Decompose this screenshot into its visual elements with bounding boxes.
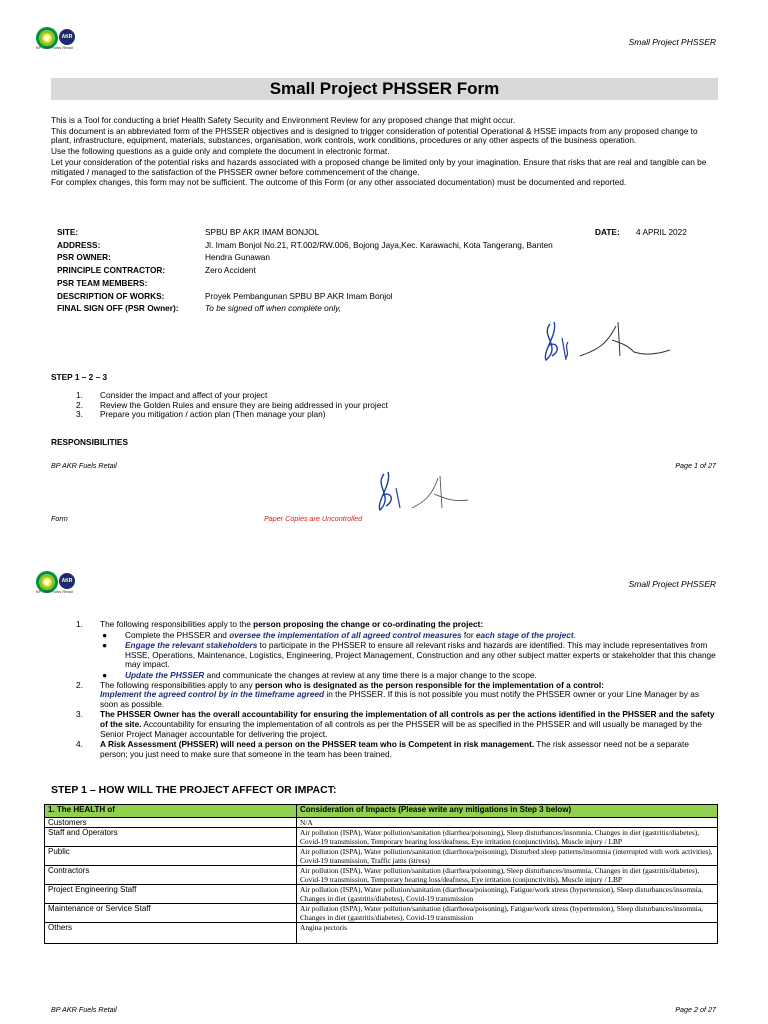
health-impact-table	[44, 804, 718, 944]
table-cell-who: Project Engineering Staff	[45, 885, 297, 904]
list-number: 2.	[76, 679, 83, 690]
table-cell-who: Public	[45, 847, 297, 866]
table-cell-impact: Air pollution (ISPA), Water pollution/sanitation (diarrhoea/poisoning), Fatigue/work stress (hypertension), Sleep disturbances/insomnia, Changes in diet (gastritis/diabetes), Covid-19 transmission	[297, 904, 718, 923]
table-header-row	[45, 805, 718, 818]
list-text-bold: person proposing the change or co-ordinating the project:	[253, 619, 484, 629]
step1-heading: STEP 1 – HOW WILL THE PROJECT AFFECT OR IMPACT:	[51, 784, 337, 796]
psr-owner-label: PSR OWNER:	[57, 252, 111, 263]
footer-left: BP AKR Fuels Retail	[51, 461, 117, 470]
site-label: SITE:	[57, 227, 79, 237]
table-header-cell: Consideration of Impacts (Please write any mitigations in Step 3 below)	[297, 805, 718, 818]
akr-logo-icon: AKR	[59, 573, 75, 589]
list-text: Prepare you mitigation / action plan (Then manage your plan)	[100, 409, 326, 420]
table-cell-impact: Angina pectoris	[297, 923, 718, 944]
bullet-icon: ●	[102, 640, 108, 651]
footer-signature-image	[372, 468, 472, 524]
footer-form: Form	[51, 514, 68, 523]
bp-akr-logo	[36, 571, 80, 593]
page-number: Page 1 of 27	[675, 461, 716, 470]
list-item	[76, 681, 718, 710]
date-label: DATE:	[595, 227, 620, 237]
bullet-icon: ●	[102, 629, 108, 640]
table-row	[45, 818, 718, 828]
list-item	[76, 740, 718, 759]
table-cell-impact: Air pollution (ISPA), Water pollution/sanitation (diarrhoea/poisoning), Fatigue/work stress (hypertension), Sleep disturbances/insomnia, Changes in diet (gastritis/diabetes), Covid-19 transmission	[297, 885, 718, 904]
responsibilities-list	[76, 620, 718, 759]
list-text: Review the Golden Rules and ensure they are being addressed in your project	[100, 399, 388, 410]
footer-uncontrolled: Paper Copies are Uncontrolled	[264, 514, 363, 523]
table-row	[45, 847, 718, 866]
works-value: Proyek Pembangunan SPBU BP AKR Imam Bonjol	[205, 290, 393, 301]
intro-paragraph: Let your consideration of the potential risks and hazards associated with a proposed change be limited only by your imagination. Ensure that risks that are real and tangible can be mitigated / managed to the satisfaction of the PHSSER owner before commencement of the change.	[51, 156, 707, 177]
table-cell-who: Others	[45, 923, 297, 944]
list-text: The following responsibilities apply to the	[100, 619, 254, 629]
table-header-cell: 1. The HEALTH of	[45, 805, 297, 818]
list-text-bold: person who is designated as the person responsible for the implementation of a control:	[254, 679, 604, 690]
signature-image	[536, 316, 676, 372]
page-header: Small Project PHSSER	[628, 37, 716, 47]
list-text: Consider the impact and affect of your project	[100, 390, 268, 400]
list-text: The following responsibilities apply to any	[100, 679, 255, 690]
table-row	[45, 828, 718, 847]
address-value: Jl. Imam Bonjol No.21, RT.002/RW.006, Bojong Jaya,Kec. Karawachi, Kota Tangerang, Banten	[205, 239, 553, 250]
list-item	[76, 641, 718, 670]
bp-akr-logo	[36, 27, 80, 49]
address-label: ADDRESS:	[57, 239, 101, 250]
step-heading: STEP 1 – 2 – 3	[51, 372, 108, 382]
list-number: 3.	[76, 709, 83, 720]
list-text: Accountability for ensuring the implementation of all controls as per the PHSSER will be as specified in the PHSSER and will usually be managed by the Senior Project Manager accountable for delivering the project.	[100, 718, 702, 739]
akr-logo-icon: AKR	[59, 29, 75, 45]
contractor-value: Zero Accident	[205, 265, 256, 276]
responsibilities-heading: RESPONSIBILITIES	[51, 437, 128, 447]
team-members-label: PSR TEAM MEMBERS:	[57, 277, 148, 288]
list-number: 3.	[76, 409, 83, 420]
list-text-emphasis: Update the PHSSER	[125, 669, 205, 680]
table-row	[45, 904, 718, 923]
list-item	[76, 710, 718, 739]
table-cell-impact: Air pollution (ISPA), Water pollution/sanitation (diarrhea/poisoning), Sleep disturbances/insomnia, Changes in diet (gastritis/diabetes), Covid-19 transmission, Temporary hearing loss/deafness, Eye irritation (conjunctivitis), Muscle injury / LBP	[297, 828, 718, 847]
works-label: DESCRIPTION OF WORKS:	[57, 290, 165, 301]
list-text-emphasis: each stage of the project	[475, 629, 574, 640]
list-text: to participate in the PHSSER to ensure all relevant risks and hazards are identified. This may include representatives from HSSE, Operations, Maintenance, Logistics, Engineering, Project Management, Construction and any other subject matter experts or stakeholder that this change may impact.	[125, 640, 716, 670]
page-number: Page 2 of 27	[675, 1005, 716, 1014]
table-cell-impact: Air pollution (ISPA), Water pollution/sanitation (diarrhea/poisoning), Sleep disturbances/insomnia, Changes in diet (gastritis/diabetes), Covid-19 transmission, Temporary hearing loss/deafness, Eye irritation (conjunctivitis), Muscle injury / LBP	[297, 866, 718, 885]
table-cell-who: Maintenance or Service Staff	[45, 904, 297, 923]
bullet-icon: ●	[102, 669, 108, 680]
list-text-bold: The PHSSER Owner has the overall accountability for ensuring the implementation of all controls as per the actions identified in the PHSSER and the safety of the site.	[100, 709, 715, 729]
list-text: Complete the PHSSER and	[125, 629, 230, 640]
list-text: in the PHSSER. If this is not possible you must notify the PHSSER owner or your Line Manager by as soon as possible.	[100, 689, 699, 709]
intro-paragraph: This is a Tool for conducting a brief Health Safety Security and Environment Review for any proposed change that might occur.	[51, 115, 516, 125]
list-item	[76, 631, 718, 641]
table-row	[45, 923, 718, 944]
psr-owner-value: Hendra Gunawan	[205, 252, 271, 263]
page-header: Small Project PHSSER	[628, 579, 716, 589]
logo-caption: BP AKR Fuels Retail	[36, 45, 73, 50]
signoff-value: To be signed off when complete only,	[205, 303, 342, 314]
list-item	[76, 620, 718, 630]
intro-paragraph: For complex changes, this form may not be sufficient. The outcome of this Form (or any other associated documentation) must be documented and reported.	[51, 177, 627, 188]
steps-list	[76, 391, 676, 420]
table-cell-who: Contractors	[45, 866, 297, 885]
list-text-emphasis: Engage the relevant stakeholders	[125, 640, 258, 651]
list-number: 1.	[76, 390, 83, 400]
table-cell-impact: N/A	[297, 818, 718, 828]
list-number: 4.	[76, 739, 83, 750]
footer-left: BP AKR Fuels Retail	[51, 1005, 117, 1014]
list-number: 2.	[76, 399, 83, 410]
page-title: Small Project PHSSER Form	[51, 78, 718, 100]
intro-paragraph: This document is an abbreviated form of the PHSSER objectives and is designed to trigger consideration of potential Operational & HSSE impacts from any proposed change to plant, infrastructure, equipment, materials, substances, organisation, work controls, work conditions, procedures or any other aspects of the business operation.	[51, 125, 698, 146]
intro-text	[51, 116, 718, 189]
list-number: 1.	[76, 619, 83, 629]
table-cell-who: Staff and Operators	[45, 828, 297, 847]
list-item	[76, 410, 676, 420]
list-text: and communicate the changes at review at any time there is a major change to the scope.	[204, 669, 537, 680]
list-text: The risk assessor need not be a separate person; you just need to make sure that someone in the team has been trained.	[100, 739, 689, 759]
project-info	[57, 227, 718, 317]
list-text-emphasis: Implement the agreed control by in the timeframe agreed	[100, 689, 325, 700]
contractor-label: PRINCIPLE CONTRACTOR:	[57, 265, 166, 276]
list-text-bold: A Risk Assessment (PHSSER) will need a person on the PHSSER team who is Competent in risk management.	[100, 739, 535, 750]
table-cell-who: Customers	[45, 818, 297, 828]
intro-paragraph: Use the following questions as a guide only and complete the document in electronic format.	[51, 146, 390, 157]
list-text: .	[573, 629, 576, 640]
logo-caption: BP AKR Fuels Retail	[36, 589, 73, 594]
signoff-label: FINAL SIGN OFF (PSR Owner):	[57, 303, 179, 314]
table-row	[45, 885, 718, 904]
list-text-emphasis: oversee the implementation of all agreed control measures	[229, 629, 462, 640]
table-row	[45, 866, 718, 885]
table-cell-impact: Air pollution (ISPA), Water pollution/sanitation (diarrhoea/poisoning), Disturbed sleep patterns/insomnia (interrupted with work activities), Covid-19 transmission, Traffic jams (stress)	[297, 847, 718, 866]
list-text: for	[461, 629, 476, 640]
date-value: 4 APRIL 2022	[636, 227, 687, 237]
site-value: SPBU BP AKR IMAM BONJOL	[205, 227, 320, 237]
